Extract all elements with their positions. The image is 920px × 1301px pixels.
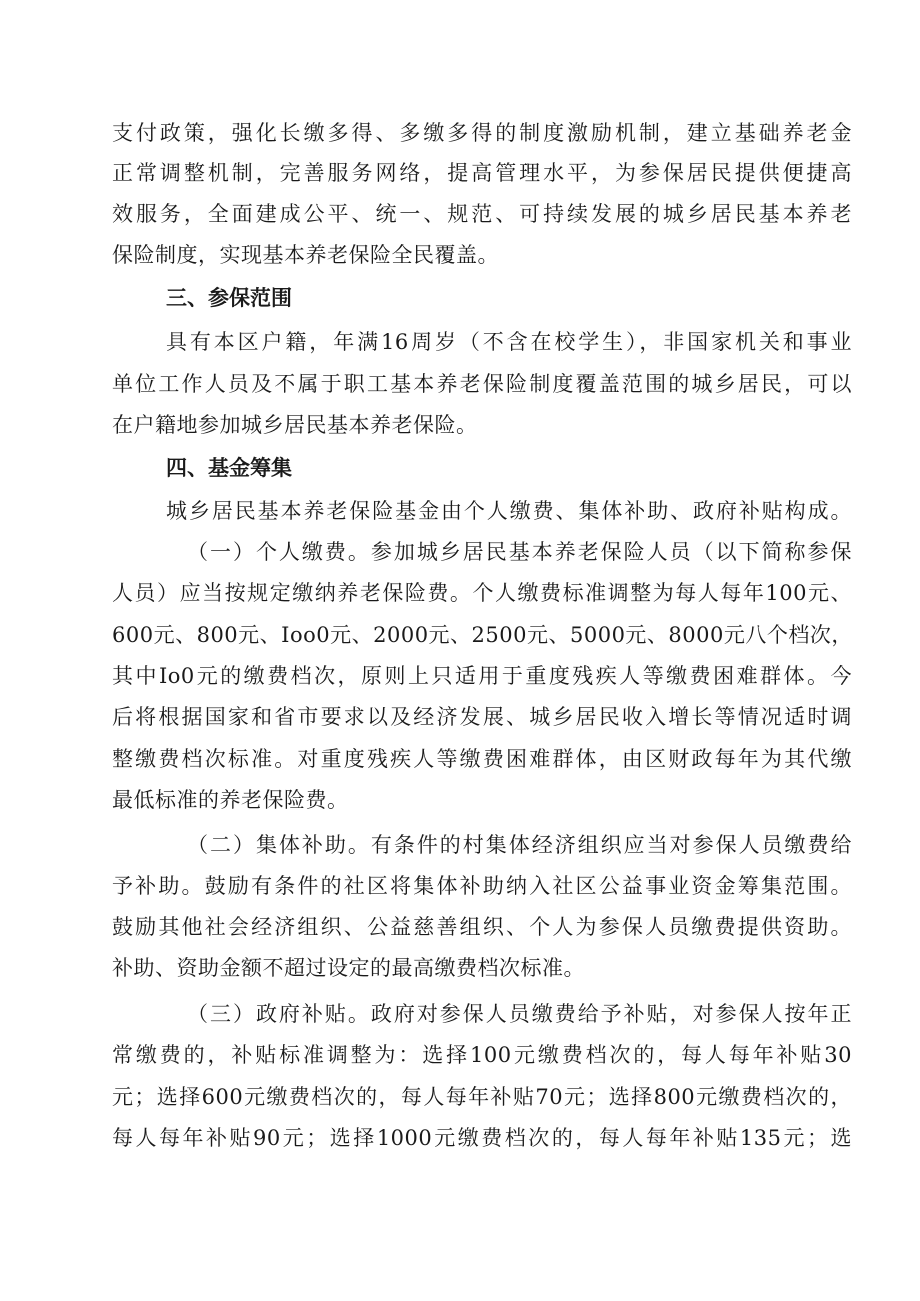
sub-1-line-2: 人员）应当按规定缴纳养老保险费。个人缴费标准调整为每人每年100元、 bbox=[112, 581, 852, 605]
sub-2-line-4: 补助、资助金额不超过设定的最高缴费档次标准。 bbox=[112, 956, 585, 980]
sub-2-line-1: （二）集体补助。有条件的村集体经济组织应当对参保人员缴费给 bbox=[187, 833, 852, 857]
section-4-intro: 城乡居民基本养老保险基金由个人缴费、集体补助、政府补贴构成。 bbox=[166, 499, 852, 523]
sub-2-line-3: 鼓励其他社会经济组织、公益慈善组织、个人为参保人员缴费提供资助。 bbox=[112, 915, 852, 939]
section-4-heading: 四、基金筹集 bbox=[166, 456, 292, 480]
sub-1-line-3: 600元、800元、Ioo0元、2000元、2500元、5000元、8000元八个档次， bbox=[112, 623, 853, 647]
paragraph-1-line-4: 保险制度，实现基本养老保险全民覆盖。 bbox=[112, 243, 499, 267]
section-3-line-1: 具有本区户籍，年满16周岁（不含在校学生），非国家机关和事业 bbox=[166, 330, 852, 354]
sub-3-line-4: 每人每年补贴90元；选择1000元缴费档次的，每人每年补贴135元；选 bbox=[112, 1126, 852, 1150]
section-3-heading: 三、参保范围 bbox=[166, 286, 292, 310]
paragraph-1-line-3: 效服务，全面建成公平、统一、规范、可持续发展的城乡居民基本养老 bbox=[112, 202, 852, 226]
sub-1-line-1: （一）个人缴费。参加城乡居民基本养老保险人员（以下简称参保 bbox=[187, 540, 852, 564]
sub-1-line-7: 最低标准的养老保险费。 bbox=[112, 788, 349, 812]
paragraph-1-line-2: 正常调整机制，完善服务网络，提高管理水平，为参保居民提供便捷高 bbox=[112, 161, 852, 185]
sub-1-line-5: 后将根据国家和省市要求以及经济发展、城乡居民收入增长等情况适时调 bbox=[112, 705, 852, 729]
sub-1-line-4: 其中Io0元的缴费档次，原则上只适用于重度残疾人等缴费困难群体。今 bbox=[112, 664, 852, 688]
section-3-line-3: 在户籍地参加城乡居民基本养老保险。 bbox=[112, 413, 478, 437]
section-3-line-2: 单位工作人员及不属于职工基本养老保险制度覆盖范围的城乡居民，可以 bbox=[112, 372, 852, 396]
sub-3-line-2: 常缴费的，补贴标准调整为：选择100元缴费档次的，每人每年补贴30 bbox=[112, 1043, 852, 1067]
sub-2-line-2: 予补助。鼓励有条件的社区将集体补助纳入社区公益事业资金筹集范围。 bbox=[112, 874, 852, 898]
sub-3-line-1: （三）政府补贴。政府对参保人员缴费给予补贴，对参保人按年正 bbox=[187, 1002, 852, 1026]
paragraph-1-line-1: 支付政策，强化长缴多得、多缴多得的制度激励机制，建立基础养老金 bbox=[112, 121, 852, 145]
sub-1-line-6: 整缴费档次标准。对重度残疾人等缴费困难群体，由区财政每年为其代缴 bbox=[112, 747, 852, 771]
sub-3-line-3: 元；选择600元缴费档次的，每人每年补贴70元；选择800元缴费档次的， bbox=[112, 1085, 852, 1109]
